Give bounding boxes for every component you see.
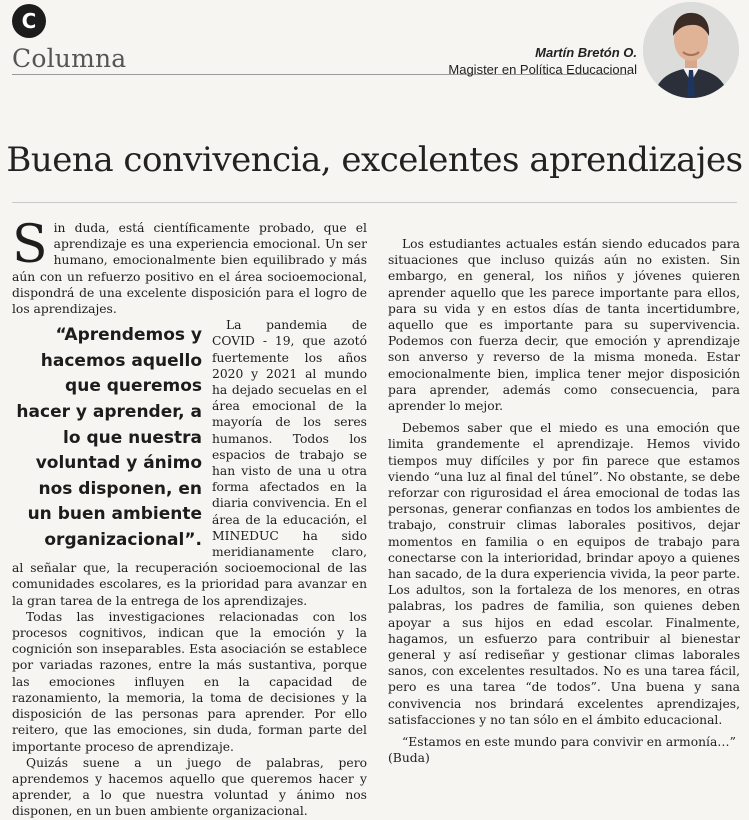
paragraph-pandemic bbox=[12, 317, 367, 609]
paragraph-students: Los estudiantes actuales están siendo educados para situaciones que incluso quizás aún no existen. Sin embargo, en general, los niños y jóvenes quieren aprender aquello que les parece importante para ellos, para su vida y en estos días de tanta incertidumbre, aquello que es importante para su supervivencia. Podemos con fuerza decir, que emoción y aprendizaje son anverso y reverso de la misma moneda. Estar emocionalmente bien, implica tener mejor disposición para aprender, además como consecuencia, para aprender lo mejor. bbox=[388, 237, 740, 414]
closing-quote: “Estamos en este mundo para convivir en armonía…” bbox=[402, 735, 736, 750]
paragraph-intro bbox=[12, 215, 367, 317]
paragraph-wordplay: Quizás suene a un juego de palabras, pero aprendemos y hacemos aquello que queremos hacer y aprender, a lo que nuestra voluntad y ánimo nos disponen, en un buen ambiente organizacional. bbox=[12, 755, 367, 819]
closing-attribution: (Buda) bbox=[388, 751, 430, 766]
section-label: Columna bbox=[12, 44, 127, 73]
title-divider bbox=[12, 202, 737, 203]
author-byline bbox=[448, 44, 637, 78]
section-badge: C bbox=[12, 4, 46, 38]
paragraph-fear: Debemos saber que el miedo es una emoción que limita grandemente el aprendizaje. Hemos vivido tiempos muy difíciles y por fin parece que estamos viendo “una luz al final del túnel”. No obstante, se debe reforzar con rigurosidad el área emocional de todas las personas, generar confianzas en todos los ambientes de trabajo, construir climas laborales positivos, dejar momentos en familia o en equipos de trabajo para conectarse con la interioridad, brindar apoyo a quienes han sacado, de la dura experiencia vivida, la peor parte. Los adultos, son la fortaleza de los menores, en otras palabras, los padres de familia, son quienes deben apoyar a sus hijos en edad escolar. Finalmente, hagamos, un esfuerzo para contribuir al bienestar general y así rediseñar y gestionar climas laborales sanos, con excelentes resultados. No es una tarea fácil, pero es una tarea “de todos”. Una buena y sana convivencia nos brindará excelentes aprendizajes, satisfacciones y no tan sólo en el ámbito educacional. bbox=[388, 421, 740, 727]
article-column-right bbox=[388, 220, 740, 767]
paragraph-intro-text: in duda, está científicamente probado, que el aprendizaje es una experiencia emocional. Un ser humano, emocionalmente bien equilibrado y más aún con un refuerzo positivo en el área socioemocional, dispondrá de una excelente disposición para el logro de los aprendizajes. bbox=[12, 221, 367, 317]
article-column-left bbox=[12, 215, 367, 820]
pull-quote: “Aprendemos y hacemos aquello que queremos hacer y aprender, a lo que nuestra voluntad y ánimo nos disponen, en un buen ambiente organizacional”. bbox=[16, 325, 202, 550]
drop-cap: S bbox=[12, 215, 48, 275]
author-photo bbox=[643, 2, 739, 98]
article-title: Buena convivencia, excelentes aprendizajes bbox=[6, 140, 743, 180]
paragraph-research: Todas las investigaciones relacionadas con los procesos cognitivos, indican que la emoción y la cognición son inseparables. Esta asociación se establece por variadas razones, entre la más sustantiva, porque las emociones influyen en la capacidad de razonamiento, la memoria, la toma de decisiones y la disposición de las personas para aprender. Por ello reitero, que las emociones, sin duda, forman parte del importante proceso de aprendizaje. bbox=[12, 609, 367, 754]
paragraph-pandemic-text: La pandemia de COVID - 19, que azotó fuertemente los años 2020 y 2021 al mundo ha dejado secuelas en el área emocional de la mayoría de los seres humanos. Todos los espacios de trabajo se han visto de una u otra forma afectados en la diaria convivencia. En el área de la educación, el MINEDUC ha sido meridianamente claro, al señalar que, la recuperación socioemocional de las comunidades escolares, es la prioridad para avanzar en la gran tarea de la entrega de los aprendizajes. bbox=[12, 318, 367, 608]
author-name: Martín Bretón O. bbox=[535, 45, 637, 60]
author-portrait-icon bbox=[643, 2, 739, 98]
author-title: Magister en Política Educacional bbox=[448, 62, 637, 77]
